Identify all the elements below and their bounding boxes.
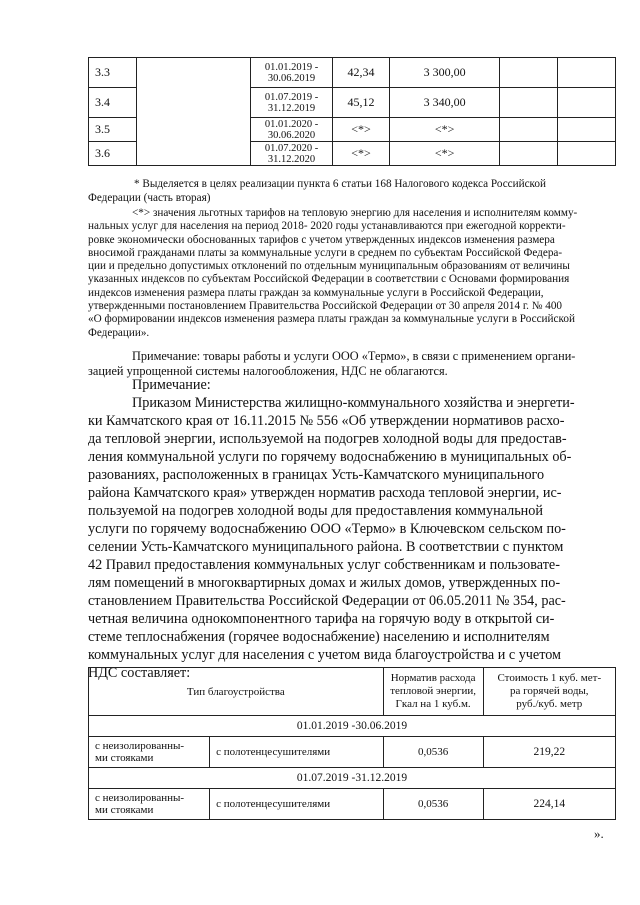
empty-cell: [557, 58, 616, 88]
footnote-line: вносимой гражданами платы за коммунальные услуги в среднем по субъектам Российской Федера-: [88, 246, 563, 259]
table-row: [89, 789, 616, 820]
tariff-value: 45,12: [332, 88, 389, 118]
vat-note: Примечание: товары работы и услуги ООО «Термо», в связи с применением органи- зацией упрощенной системы налогообложения, НДС не облагаются.: [88, 349, 576, 378]
empty-cell: [557, 142, 616, 166]
period-cell: 01.07.2020 - 31.12.2020: [251, 142, 333, 166]
cost-value: 219,22: [483, 737, 615, 768]
period-cell: 01.01.2019 - 30.06.2019: [251, 58, 333, 88]
footnote-line: индексов изменения размера платы граждан за коммунальные услуги в Российской Федерации,: [88, 286, 544, 299]
tariff-table: [88, 57, 616, 166]
row-number: 3.5: [89, 118, 137, 142]
tariff-value: 42,34: [332, 58, 389, 88]
tariff-value: <*>: [332, 118, 389, 142]
empty-cell: [557, 118, 616, 142]
period-row: [89, 768, 616, 789]
header-cost: Стоимость 1 куб. мет- ра горячей воды, руб./куб. метр: [483, 668, 615, 716]
table-row: [89, 58, 616, 88]
footnote-line: ровке экономически обоснованных тарифов с учетом утвержденных индексов изменения размера: [88, 233, 555, 246]
table-header-row: [89, 668, 616, 716]
type-riser: с неизолированны- ми стояками: [89, 789, 210, 820]
period-label: 01.07.2019 -31.12.2019: [89, 768, 616, 789]
footnote-star-cont: Федерации (часть вторая): [88, 192, 211, 204]
note-heading: Примечание:: [132, 377, 211, 393]
tariff-amount: 3 300,00: [390, 58, 500, 88]
merged-blank-cell: [137, 58, 251, 166]
tariff-amount: <*>: [390, 142, 500, 166]
row-number: 3.3: [89, 58, 137, 88]
table-row: [89, 737, 616, 768]
period-cell: 01.07.2019 - 31.12.2019: [251, 88, 333, 118]
footnote-line: <*> значения льготных тарифов на тепловую энергию для населения и исполнителям комму-: [132, 207, 578, 219]
type-towel-dryer: с полотенцесушителями: [210, 789, 384, 820]
empty-cell: [500, 88, 557, 118]
period-cell: 01.01.2020 - 30.06.2020: [251, 118, 333, 142]
footnote-line: нальных услуг для населения на период 2018- 2020 годы устанавливаются при ежегодной корректи-: [88, 220, 566, 233]
footnote-line: утвержденными постановлением Правительства Российской Федерации от 30 апреля 2014 г. № 400: [88, 300, 563, 313]
footnote-line: «О формировании индексов изменения размера платы граждан за коммунальные услуги в Российской: [88, 313, 575, 326]
tariff-amount: 3 340,00: [390, 88, 500, 118]
row-number: 3.4: [89, 88, 137, 118]
norm-value: 0,0536: [383, 737, 483, 768]
footnote-line: ции и предельно допустимых отклонений по отдельным муниципальным образованиям от величины: [88, 260, 570, 273]
type-towel-dryer: с полотенцесушителями: [210, 737, 384, 768]
footnote-star: * Выделяется в целях реализации пункта 6 статьи 168 Налогового кодекса Российской: [134, 178, 547, 190]
header-type: Тип благоустройства: [89, 668, 384, 716]
empty-cell: [500, 118, 557, 142]
row-number: 3.6: [89, 142, 137, 166]
tariff-amount: <*>: [390, 118, 500, 142]
footnote-line: указанных индексов по субъектам Российской Федерации в соответствии с Основами формирования: [88, 273, 570, 286]
footnote-tariff-note: [88, 207, 618, 340]
period-label: 01.01.2019 -30.06.2019: [89, 716, 616, 737]
main-paragraph: Приказом Министерства жилищно-коммунального хозяйства и энергети- ки Камчатского края от 16.11.2015 № 556 «Об утверждении нормативов расхо- да тепловой энергии, используемой на подогрев холодной воды для предостав- ления коммунальной услуги по горячему водоснабжению в муниципальных об- разованиях, расположенных в границах Усть-Камчатского муниципального района Камчатского края» утвержден норматив расхода тепловой энергии, ис- пользуемой на подогрев холодной воды для предоставления коммунальной услуги по горячему водоснабжению ООО «Термо» в Ключевском сельском по- селении Усть-Камчатского муниципального района. В соответствии с пунктом 42 Правил предоставления коммунальных услуг собственникам и пользовате- лям помещений в многоквартирных домах и жилых домов, утвержденных по- становлением Правительства Российской Федерации от 06.05.2011 № 354, рас- четная величина однокомпонентного тарифа на горячую воду в открытой си- стеме теплоснабжения (горячее водоснабжение) населению и исполнителям коммунальных услуг для населения с учетом вида благоустройства и с учетом НДС составляет:: [88, 395, 575, 681]
period-row: [89, 716, 616, 737]
tariff-value: <*>: [332, 142, 389, 166]
empty-cell: [500, 142, 557, 166]
empty-cell: [557, 88, 616, 118]
empty-cell: [500, 58, 557, 88]
footnote-line: Федерации».: [88, 326, 150, 339]
hot-water-tariff-table: [88, 667, 616, 820]
closing-quote: ».: [594, 826, 604, 841]
cost-value: 224,14: [483, 789, 615, 820]
norm-value: 0,0536: [383, 789, 483, 820]
header-norm: Норматив расхода тепловой энергии, Гкал на 1 куб.м.: [383, 668, 483, 716]
type-riser: с неизолированны- ми стояками: [89, 737, 210, 768]
